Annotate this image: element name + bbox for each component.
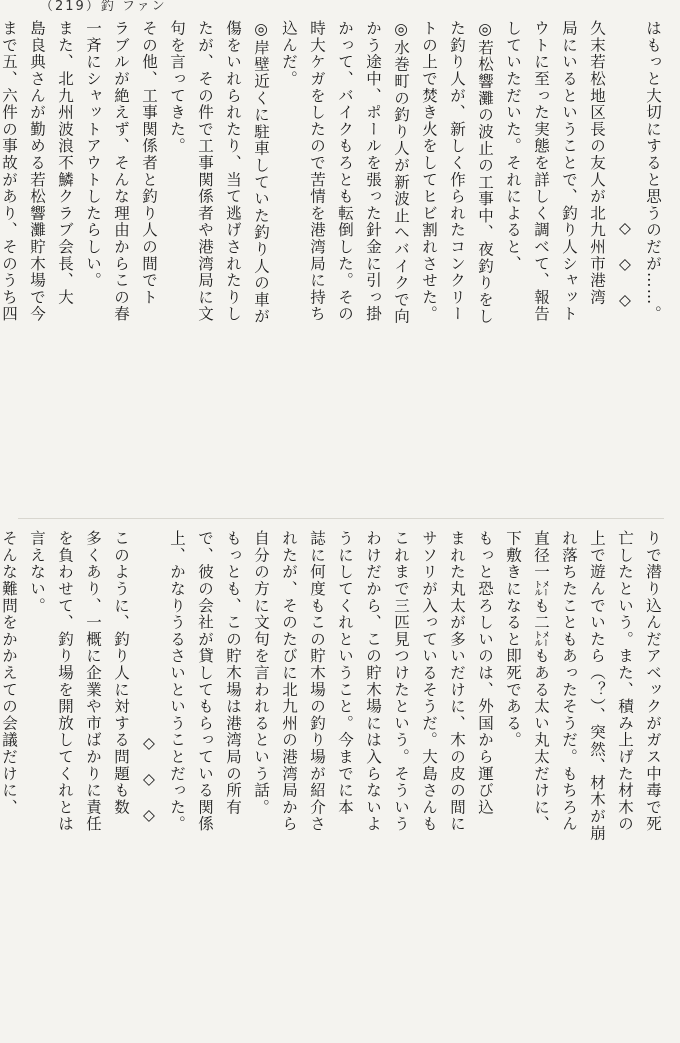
text-line: このように、釣り人に対する問題も数 xyxy=(112,530,130,816)
text-line: また、北九州波浪不鱗クラブ会長、大 xyxy=(56,20,74,306)
text-line: 多くあり、一概に企業や市ばかりに責任 xyxy=(84,530,102,833)
text-line: 亡したという。また、積み上げた材木の xyxy=(616,530,634,833)
text-line: サソリが入っているそうだ。大島さんも xyxy=(420,530,438,833)
text-line: まで五、六件の事故があり、そのうち四 xyxy=(0,20,18,323)
section-separator: ◇ ◇ ◇ xyxy=(140,734,158,826)
article-tier-bottom xyxy=(0,530,662,1030)
text-line: 久末若松地区長の友人が北九州市港湾 xyxy=(588,20,606,306)
text-line: まれた丸太が多いだけに、木の皮の間に xyxy=(448,530,466,833)
text-line: 上で遊んでいたら（？）、突然、材木が崩 xyxy=(588,530,606,842)
text-line: ◎若松響灘の波止の工事中、夜釣りをし xyxy=(476,20,494,325)
text-line: たが、その件で工事関係者や港湾局に文 xyxy=(196,20,214,323)
text-line: 自分の方に文句を言われるという話。 xyxy=(252,530,270,816)
text-line: りで潜り込んだアベックがガス中毒で死 xyxy=(644,530,662,833)
text-line: れ落ちたこともあったそうだ。もちろん xyxy=(560,530,578,833)
tier-divider xyxy=(18,518,664,519)
text-line: を負わせて、釣り場を開放してくれとは xyxy=(56,530,74,833)
text-line: トの上で焚き火をしてヒビ割れさせた。 xyxy=(420,20,438,323)
text-line: た釣り人が、新しく作られたコンクリー xyxy=(448,20,466,323)
text-line: わけだから、この貯木場には入らないよ xyxy=(364,530,382,833)
page-header: （219）釣 ファン xyxy=(40,0,167,14)
text-line: 一斉にシャットアウトしたらしい。 xyxy=(84,20,102,289)
article-tier-top xyxy=(0,20,662,510)
text-line: していただいた。それによると、 xyxy=(504,20,522,272)
text-line: 傷をいれられたり、当て逃げされたりし xyxy=(224,20,242,323)
text-line: れたが、そのたびに北九州の港湾局から xyxy=(280,530,298,833)
text-line: 誌に何度もこの貯木場の釣り場が紹介さ xyxy=(308,530,326,833)
text-line: 直径一㍍も二㍍もある太い丸太だけに、 xyxy=(532,530,550,833)
text-block xyxy=(0,20,662,510)
text-line: もっと恐ろしいのは、外国から運び込 xyxy=(476,530,494,816)
text-block xyxy=(0,530,662,1030)
text-line: ウトに至った実態を詳しく調べて、報告 xyxy=(532,20,550,323)
text-line: かって、バイクもろとも転倒した。その xyxy=(336,20,354,323)
text-line: これまで三匹見つけたという。そういう xyxy=(392,530,410,833)
text-line: 局にいるということで、釣り人シャット xyxy=(560,20,578,323)
text-line: 句を言ってきた。 xyxy=(168,20,186,155)
section-separator: ◇ ◇ ◇ xyxy=(616,219,634,311)
text-line: ラブルが絶えず、そんな理由からこの春 xyxy=(112,20,130,323)
text-line: はもっと大切にすると思うのだが……。 xyxy=(644,20,662,323)
text-line: 下敷きになると即死である。 xyxy=(504,530,522,749)
text-line: うにしてくれということ。今までに本 xyxy=(336,530,354,816)
text-line: ◎岸壁近くに駐車していた釣り人の車が xyxy=(252,20,270,325)
text-line: もっとも、この貯木場は港湾局の所有 xyxy=(224,530,242,816)
text-line: 上、かなりうるさいということだった。 xyxy=(168,530,186,833)
text-line: ◎水巻町の釣り人が新波止へバイクで向 xyxy=(392,20,410,325)
text-line: その他、工事関係者と釣り人の間でト xyxy=(140,20,158,306)
text-line: 島良典さんが勤める若松響灘貯木場で今 xyxy=(28,20,46,323)
text-line: で、彼の会社が貸してもらっている関係 xyxy=(196,530,214,833)
text-line: かう途中、ポールを張った針金に引っ掛 xyxy=(364,20,382,323)
text-line: 時大ケガをしたので苦情を港湾局に持ち xyxy=(308,20,326,323)
text-line: そんな難問をかかえての会議だけに、 xyxy=(0,530,18,816)
text-line: 言えない。 xyxy=(28,530,46,614)
text-line: 込んだ。 xyxy=(280,20,298,88)
